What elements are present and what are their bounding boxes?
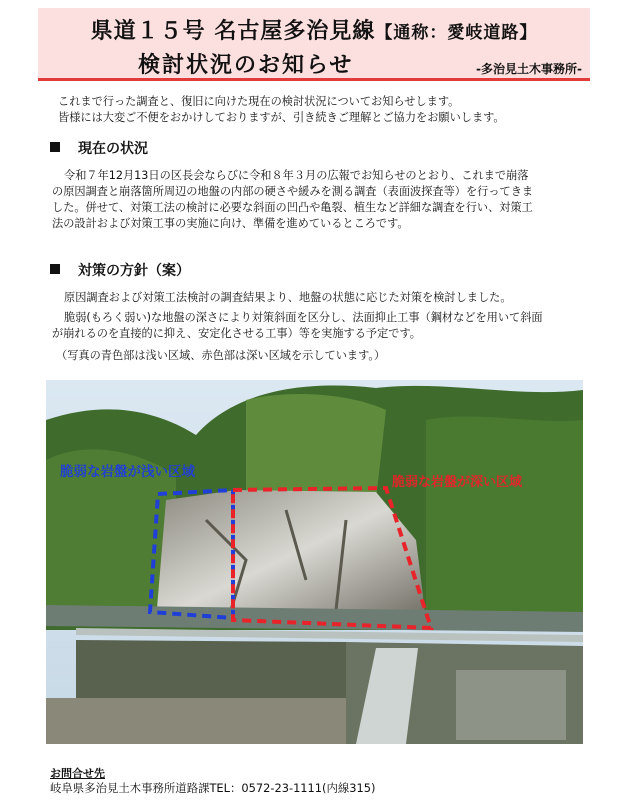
intro-line: これまで行った調査と、復旧に向けた現在の検討状況についてお知らせします。 bbox=[58, 95, 460, 108]
status-line: した。併せて、対策工法の検討に必要な斜面の凹凸や亀裂、植生など詳細な調査を行い、対策工 bbox=[52, 201, 533, 214]
slope-photo bbox=[46, 380, 583, 744]
policy-line: 脆弱(もろく弱い)な地盤の深さにより対策斜面を区分し、法面抑止工事（鋼材などを用いて斜面 bbox=[64, 311, 543, 324]
shallow-zone-label: 脆弱な岩盤が浅い区域 bbox=[60, 464, 195, 480]
status-paragraph bbox=[52, 168, 612, 232]
contact-label: お問合せ先 bbox=[50, 767, 105, 780]
policy-line: が崩れるのを直接的に抑え、安定化させる工事）等を実施する予定です。 bbox=[52, 327, 421, 340]
section-heading-status: 現在の状況 bbox=[50, 138, 148, 158]
page-title bbox=[38, 14, 590, 45]
policy-paragraph bbox=[52, 290, 612, 364]
title-banner bbox=[38, 8, 590, 81]
title-alias: 【通称：愛岐道路】 bbox=[375, 23, 538, 43]
policy-line: 原因調査および対策工法検討の調査結果より、地盤の状態に応じた対策を検討しました。 bbox=[64, 291, 512, 304]
square-bullet-icon bbox=[50, 264, 60, 274]
office-name: -多治見土木事務所- bbox=[476, 62, 582, 76]
intro-paragraph bbox=[58, 94, 598, 126]
status-line: 法の設計および対策工事の実施に向け、準備を進めているところです。 bbox=[52, 217, 409, 230]
slope-photo-illustration bbox=[46, 380, 583, 744]
title-main: 県道１５号 名古屋多治見線 bbox=[90, 19, 376, 44]
status-line: 令和７年12月13日の区長会ならびに令和８年３月の広報でお知らせのとおり、これまで崩落 bbox=[64, 169, 529, 182]
intro-line: 皆様には大変ご不便をおかけしておりますが、引き続きご理解とご協力をお願いします。 bbox=[58, 111, 505, 124]
section-heading-policy: 対策の方針（案） bbox=[50, 260, 190, 280]
status-line: の原因調査と崩落箇所周辺の地盤の内部の硬さや緩みを測る調査（表面波探査等）を行ってきま bbox=[52, 185, 534, 198]
square-bullet-icon bbox=[50, 142, 60, 152]
page-subtitle: 検討状況のお知らせ bbox=[138, 53, 354, 78]
photo-note: （写真の青色部は浅い区域、赤色部は深い区域を示しています。） bbox=[56, 349, 386, 362]
contact-text: 岐阜県多治見土木事務所道路課TEL：0572-23-1111(内線315) bbox=[50, 781, 376, 795]
deep-zone-label: 脆弱な岩盤が深い区域 bbox=[392, 475, 523, 490]
